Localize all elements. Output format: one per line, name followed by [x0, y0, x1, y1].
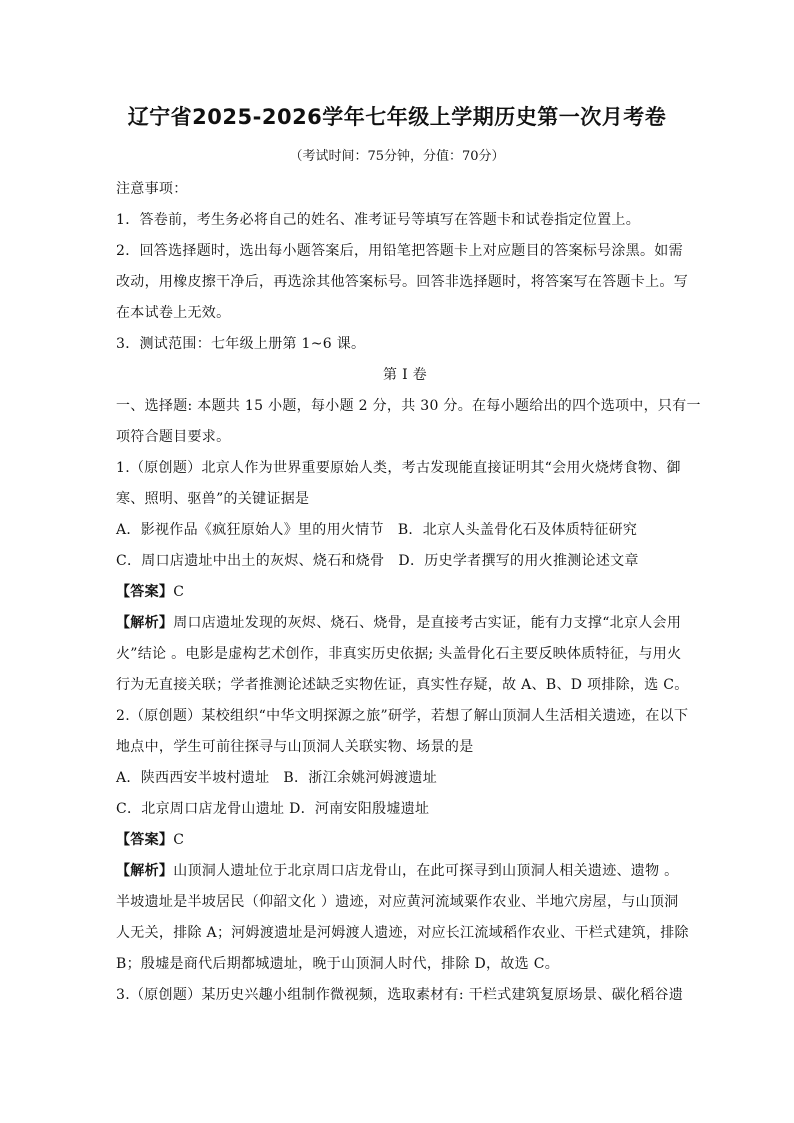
q1-answer-value: C: [173, 584, 185, 600]
exam-body: [116, 174, 701, 1011]
q2-options-cd: [116, 794, 694, 825]
q1-options-cd: [116, 546, 694, 577]
q2-analysis-line-4: B；殷墟是商代后期都城遗址，晚于山顶洞人时代，排除 D，故选 C。: [116, 956, 560, 972]
notice-item-2-line-1: 2．回答选择题时，选出每小题答案后，用铅笔把答题卡上对应题目的答案标号涂黑。如需: [116, 243, 683, 259]
q2-option-b: B．浙江余姚河姆渡遗址: [283, 770, 438, 786]
q1-stem-line-2: 寒、照明、驱兽”的关键证据是: [116, 491, 310, 507]
q2-option-a: A．陕西西安半坡村遗址: [116, 770, 270, 786]
q1-stem-line-1: 1.（原创题）北京人作为世界重要原始人类，考古发现能直接证明其“会用火烧烤食物、御: [116, 460, 681, 476]
q1-answer: [116, 577, 694, 608]
q2-answer-value: C: [173, 832, 185, 848]
q1-option-c: C．周口店遗址中出土的灰烬、烧石和烧骨: [116, 553, 385, 569]
section-intro-line-1: 一、选择题: 本题共 15 小题，每小题 2 分，共 30 分。在每小题给出的四个选项中，只有一: [116, 398, 701, 414]
q2-option-c: C．北京周口店龙骨山遗址: [116, 801, 285, 817]
q2-analysis-text-1: 山顶洞人遗址位于北京周口店龙骨山，在此可探寻到山顶洞人相关遗迹、遗物 。: [173, 863, 679, 879]
q1-analysis-label: 【解析】: [116, 615, 174, 631]
q2-analysis-line-1: [116, 856, 694, 887]
q1-option-b: B．北京人头盖骨化石及体质特征研究: [397, 522, 638, 538]
q2-stem-line-2: 地点中，学生可前往探寻与山顶洞人关联实物、场景的是: [116, 739, 474, 755]
q1-option-d: D．历史学者撰写的用火推测论述文章: [398, 553, 639, 569]
q1-analysis-text-1: 周口店遗址发现的灰烬、烧石、烧骨，是直接考古实证，能有力支撑“北京人会用: [173, 615, 682, 631]
page-title: 辽宁省2025-2026学年七年级上学期历史第一次月考卷: [127, 105, 667, 129]
q2-analysis-line-2: 半坡遗址是半坡居民（仰韶文化 ）遗迹，对应黄河流域粟作农业、半地穴房屋，与山顶洞: [116, 894, 679, 910]
q1-answer-label: 【答案】: [116, 584, 174, 600]
section-intro-line-2: 项符合题目要求。: [116, 429, 231, 445]
exam-info: （考试时间：75分钟，分值：70分）: [289, 149, 505, 164]
q2-option-d: D．河南安阳殷墟遗址: [289, 801, 430, 817]
notice-item-3: 3．测试范围：七年级上册第 1~6 课。: [116, 336, 366, 352]
q2-answer: [116, 825, 694, 856]
notice-item-2-line-3: 在本试卷上无效。: [116, 305, 231, 321]
q1-options-ab: [116, 515, 694, 546]
q1-analysis-line-1: [116, 608, 694, 639]
q1-analysis-line-2: 火”结论 。电影是虚构艺术创作，非真实历史依据; 头盖骨化石主要反映体质特征，与用火: [116, 646, 682, 662]
q2-answer-label: 【答案】: [116, 832, 174, 848]
volume-heading: 第 I 卷: [383, 367, 427, 383]
notice-item-1: 1．答卷前，考生务必将自己的姓名、准考证号等填写在答题卡和试卷指定位置上。: [116, 212, 641, 228]
q2-options-ab: [116, 763, 694, 794]
notice-heading: 注意事项：: [116, 181, 188, 197]
q2-analysis-label: 【解析】: [116, 863, 174, 879]
q3-stem-line-1: 3.（原创题）某历史兴趣小组制作微视频，选取素材有: 干栏式建筑复原场景、碳化稻谷遗: [116, 987, 684, 1003]
q2-stem-line-1: 2.（原创题）某校组织“中华文明探源之旅”研学，若想了解山顶洞人生活相关遗迹，在以下: [116, 708, 689, 724]
q1-analysis-line-3: 行为无直接关联；学者推测论述缺乏实物佐证，真实性存疑，故 A、B、D 项排除，选 C。: [116, 677, 689, 693]
notice-item-2-line-2: 改动，用橡皮擦干净后，再选涂其他答案标号。回答非选择题时，将答案写在答题卡上。写: [116, 274, 688, 290]
q1-option-a: A．影视作品《疯狂原始人》里的用火情节: [116, 522, 384, 538]
q2-analysis-line-3: 人无关，排除 A；河姆渡遗址是河姆渡人遗迹，对应长江流域稻作农业、干栏式建筑，排除: [116, 925, 689, 941]
